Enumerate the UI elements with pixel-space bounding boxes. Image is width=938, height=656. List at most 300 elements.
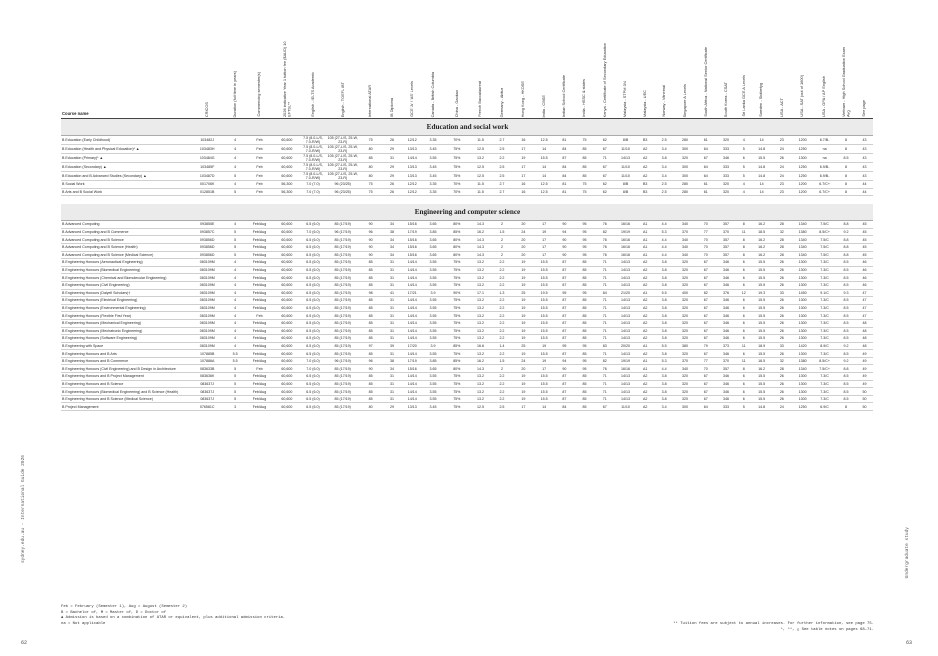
table-cell: 6.5 (6.0) xyxy=(300,327,326,335)
table-cell: 1300 xyxy=(792,304,813,312)
table-cell: 3.55 xyxy=(422,319,443,327)
table-cell: 083109M xyxy=(189,259,225,267)
table-cell: 3.8 xyxy=(654,274,674,282)
table-cell: 85% xyxy=(444,342,470,350)
table-cell: 8 xyxy=(836,188,856,196)
table-cell: 12/12 xyxy=(402,136,422,145)
table-cell: 14.8 xyxy=(752,172,772,181)
table-cell: 85 xyxy=(359,327,382,335)
table-cell: 60,600 xyxy=(274,350,300,358)
table-cell: 083109M xyxy=(189,297,225,305)
column-header-label: English - IELTS Academic xyxy=(309,72,315,117)
column-header xyxy=(752,40,772,119)
table-cell: 6 xyxy=(736,380,751,388)
table-cell: 2.5 xyxy=(654,188,674,196)
table-cell: 5 xyxy=(736,145,751,154)
table-cell: 3.8 xyxy=(654,327,674,335)
column-header-label: Sweden - Slutbetyg xyxy=(758,83,764,117)
table-cell: 85 xyxy=(359,380,382,388)
table-cell: 97 xyxy=(359,342,382,350)
table-cell: 19 xyxy=(513,259,534,267)
table-cell: 2.2 xyxy=(491,297,512,305)
table-cell: 15.5 xyxy=(534,319,554,327)
table-cell: 105 (27-L/S, 25-W, 23-R) xyxy=(327,145,358,153)
table-cell: 94 xyxy=(554,357,574,365)
table-cell: Feb/Aug xyxy=(245,319,274,327)
table-cell: 61 xyxy=(696,181,716,189)
table-cell: 15.5 xyxy=(752,380,772,388)
table-cell: 15.5 xyxy=(752,373,772,381)
footnote: Feb = February (Semester 1), Aug = August (Semester 2) xyxy=(61,605,188,609)
table-cell: 083109M xyxy=(189,342,225,350)
table-cell: Feb/Aug xyxy=(245,380,274,388)
footnote: ▲ Admission is based on a combination of ATAR or equivalent, plus additional admission criteria. xyxy=(61,616,286,621)
table-cell: 14.8 xyxy=(752,145,772,154)
table-cell: 280 xyxy=(674,136,695,145)
table-cell: 1.3 xyxy=(491,289,512,297)
table-cell: 5 xyxy=(225,365,245,373)
table-cell: 85 xyxy=(359,388,382,396)
table-cell: 8.5 xyxy=(836,395,856,403)
table-cell: 60,600 xyxy=(274,357,300,365)
table-cell: 29 xyxy=(382,172,402,181)
column-header xyxy=(534,40,554,119)
table-cell: 16/16 xyxy=(615,236,636,244)
table-cell: 24 xyxy=(772,163,792,172)
table-cell: 85 xyxy=(574,395,594,403)
table-cell: 1300 xyxy=(792,350,813,358)
table-cell: 19 xyxy=(513,380,534,388)
table-cell: 7.5/C xyxy=(813,221,836,229)
table-cell: 9.3 xyxy=(836,289,856,297)
table-cell: 14/13 xyxy=(615,327,636,335)
table-cell: 67 xyxy=(696,380,716,388)
section-title: Engineering and computer science xyxy=(414,207,521,216)
table-cell: 1250 xyxy=(792,145,813,154)
column-header-label: IB Diploma xyxy=(388,97,394,117)
table-cell: 8 xyxy=(736,251,751,259)
table-cell: A1 xyxy=(636,357,654,365)
table-cell: 85 (17/19) xyxy=(326,403,359,411)
table-cell: 3.8 xyxy=(654,297,674,305)
table-cell: 56,300 xyxy=(274,188,300,196)
table-cell: 85 (17/19) xyxy=(326,312,359,320)
table-cell: 85 (17/19) xyxy=(326,380,359,388)
table-cell: 14/13 xyxy=(615,266,636,274)
table-cell: 75 xyxy=(574,188,594,196)
table-cell: A2 xyxy=(636,312,654,320)
table-cell: 7.3/C xyxy=(813,304,836,312)
table-cell: 14/13 xyxy=(615,312,636,320)
table-row xyxy=(61,243,873,251)
table-cell: 346 xyxy=(716,327,736,335)
table-cell: 320 xyxy=(674,380,695,388)
table-cell: 43 xyxy=(856,145,873,154)
table-cell: 71 xyxy=(595,297,615,305)
table-cell: 67 xyxy=(696,350,716,358)
table-cell: 85 xyxy=(574,281,594,289)
table-cell: 24 xyxy=(772,172,792,181)
table-cell: Feb xyxy=(245,188,274,196)
table-cell: 60,600 xyxy=(274,297,300,305)
table-cell: 107885B xyxy=(189,350,225,358)
table-cell: 81 xyxy=(554,181,574,189)
table-cell: 46 xyxy=(856,259,873,267)
course-name-cell: B Engineering Honours (Dalyell Scholars)† xyxy=(61,289,189,297)
table-cell: 75% xyxy=(444,388,470,396)
column-header xyxy=(615,40,636,119)
table-cell: 15.5 xyxy=(752,335,772,343)
table-cell: Feb/Aug xyxy=(245,243,274,251)
column-header-course-name xyxy=(61,40,189,119)
table-cell: 67 xyxy=(696,154,716,163)
column-header xyxy=(696,40,716,119)
table-cell: 7.3/C xyxy=(813,312,836,320)
table-cell: 320 xyxy=(674,312,695,320)
table-cell: 90 xyxy=(554,236,574,244)
table-cell: 7.3/C xyxy=(813,380,836,388)
table-row xyxy=(61,373,873,381)
table-cell: 85 xyxy=(359,304,382,312)
table-cell: 85 (17/19) xyxy=(326,281,359,289)
table-cell: 31 xyxy=(382,395,402,403)
table-cell: 2 xyxy=(491,236,512,244)
table-cell: 67 xyxy=(696,327,716,335)
table-row xyxy=(61,297,873,305)
table-cell: 320 xyxy=(674,281,695,289)
section-heading-row xyxy=(61,119,873,136)
table-cell: 8 xyxy=(836,403,856,411)
table-cell: 14/13 xyxy=(615,395,636,403)
table-cell: 25 xyxy=(513,342,534,350)
table-cell: 1340 xyxy=(792,365,813,373)
table-cell: 4 xyxy=(225,335,245,343)
table-cell: 70% xyxy=(444,188,470,196)
column-header xyxy=(491,40,512,119)
table-cell: 17/19 xyxy=(402,228,422,236)
table-cell: Feb/Aug xyxy=(245,388,274,396)
table-cell: 083109M xyxy=(189,312,225,320)
table-cell: 85 xyxy=(574,274,594,282)
table-cell: 45 xyxy=(856,221,873,229)
table-cell: 15.5 xyxy=(752,395,772,403)
table-cell: 60,600 xyxy=(274,342,300,350)
table-cell: 49 xyxy=(856,350,873,358)
table-cell: 4 xyxy=(225,266,245,274)
table-cell: 71 xyxy=(595,327,615,335)
table-cell: 13/13 xyxy=(402,172,422,181)
table-cell: 15.5 xyxy=(752,266,772,274)
table-cell: 26 xyxy=(772,335,792,343)
column-header-label: Duration (full time in years) xyxy=(232,70,237,117)
table-cell: 6.5 (6.0) xyxy=(300,304,326,312)
column-header xyxy=(595,40,615,119)
table-cell: 8.5 xyxy=(836,373,856,381)
table-cell: Feb/Aug xyxy=(245,221,274,229)
table-cell: 14/14 xyxy=(402,395,422,403)
table-cell: Feb xyxy=(245,312,274,320)
column-header-label: Vietnam - High School Graduation Exam Avg xyxy=(840,47,850,117)
table-cell: 1300 xyxy=(792,274,813,282)
table-cell: 14/13 xyxy=(615,281,636,289)
table-cell: 2.2 xyxy=(491,266,512,274)
table-cell: 6.5 (6.0) xyxy=(300,350,326,358)
table-row xyxy=(61,236,873,244)
table-cell: 11/10 xyxy=(615,172,636,181)
table-cell: 14 xyxy=(752,188,772,196)
table-cell: A2 xyxy=(636,259,654,267)
table-cell: 95 xyxy=(574,251,594,259)
table-cell: 15.5 xyxy=(752,312,772,320)
table-cell: A2 xyxy=(636,145,654,154)
table-cell: 320 xyxy=(674,297,695,305)
table-cell: 6 xyxy=(736,312,751,320)
table-cell: 85 (17/19) xyxy=(326,365,359,373)
table-cell: A1 xyxy=(636,228,654,236)
table-cell: 2.2 xyxy=(491,350,512,358)
course-name-cell: B Engineering Honours (Biomedical Engineering) xyxy=(61,266,189,274)
table-cell: 29 xyxy=(382,163,402,172)
table-cell: 26 xyxy=(772,312,792,320)
table-cell: 370 xyxy=(674,357,695,365)
table-cell: 11/10 xyxy=(615,403,636,411)
table-cell: 47 xyxy=(856,289,873,297)
table-cell: 75% xyxy=(444,274,470,282)
table-cell: A1 xyxy=(636,251,654,259)
table-cell: 31 xyxy=(382,281,402,289)
table-row xyxy=(61,274,873,282)
table-cell: 60,600 xyxy=(274,259,300,267)
table-cell: 7.3/C xyxy=(813,281,836,289)
table-cell: 87 xyxy=(554,327,574,335)
table-cell: 80% xyxy=(444,236,470,244)
table-cell: 75% xyxy=(444,281,470,289)
table-cell: 26 xyxy=(382,188,402,196)
column-header-label: Indian School Certificate xyxy=(561,74,567,117)
table-cell: 15.5 xyxy=(534,281,554,289)
table-cell: 5 xyxy=(225,243,245,251)
table-cell: 083633B xyxy=(189,365,225,373)
table-cell: 44 xyxy=(856,181,873,189)
table-cell: 1450 xyxy=(792,289,813,297)
footnote: B = Bachelor of, M = Master of, D = Doctor of xyxy=(61,610,167,615)
table-cell: 85% xyxy=(444,228,470,236)
table-cell: 82 xyxy=(595,228,615,236)
table-row xyxy=(61,181,873,189)
table-cell: 7.3/C xyxy=(813,266,836,274)
table-cell: 14/14 xyxy=(402,304,422,312)
table-cell: 87 xyxy=(554,281,574,289)
table-cell: 357 xyxy=(716,236,736,244)
table-cell: 083109M xyxy=(189,274,225,282)
table-row xyxy=(61,304,873,312)
table-cell: 85 xyxy=(574,350,594,358)
table-cell: 48 xyxy=(856,327,873,335)
table-cell: 320 xyxy=(674,327,695,335)
table-cell: 26 xyxy=(382,181,402,189)
table-cell: 16 xyxy=(513,136,534,145)
table-cell: 320 xyxy=(674,350,695,358)
table-cell: 60,600 xyxy=(274,274,300,282)
table-cell: 3.55 xyxy=(422,154,443,163)
column-header-label: Norway - Vitnemal xyxy=(661,85,667,117)
table-cell: 12.5 xyxy=(470,145,491,154)
table-cell: 95 xyxy=(574,357,594,365)
table-cell: 49 xyxy=(856,357,873,365)
table-cell: 4 xyxy=(225,145,245,154)
table-cell: 84 xyxy=(554,403,574,411)
column-header-label: Malaysia - UEC xyxy=(642,89,647,117)
table-cell: 67 xyxy=(696,259,716,267)
table-cell: 12.5 xyxy=(534,188,554,196)
table-cell: 3.55 xyxy=(422,388,443,396)
table-cell: 2.7 xyxy=(491,181,512,189)
table-cell: 320 xyxy=(674,304,695,312)
table-cell: 8/B xyxy=(615,181,636,189)
section-heading-cell xyxy=(61,204,873,221)
table-cell: 373 xyxy=(716,342,736,350)
table-cell: 16/16 xyxy=(615,221,636,229)
table-cell: 3.8 xyxy=(654,304,674,312)
table-cell: 3.8 xyxy=(654,373,674,381)
table-cell: 19 xyxy=(534,228,554,236)
table-cell: A2 xyxy=(636,304,654,312)
table-cell: 8 xyxy=(736,365,751,373)
table-cell: 320 xyxy=(716,136,736,145)
table-cell: 17 xyxy=(513,163,534,172)
table-cell: A1 xyxy=(636,365,654,373)
table-cell: 75 xyxy=(574,181,594,189)
column-header-label: Sri Lanka GCE A Levels xyxy=(740,75,746,117)
table-cell: 2.2 xyxy=(491,154,512,163)
table-cell: 87 xyxy=(554,266,574,274)
table-cell: 85 xyxy=(359,266,382,274)
table-cell: 60,600 xyxy=(274,145,300,154)
table-cell: 14/13 xyxy=(615,373,636,381)
table-cell: 14/14 xyxy=(402,259,422,267)
footnote: ** Tuition fees are subject to annual increases. For further information, see page 75. xyxy=(673,622,874,626)
table-cell: 26 xyxy=(772,297,792,305)
table-cell: 4 xyxy=(225,163,245,172)
table-cell: 31 xyxy=(382,327,402,335)
table-cell: 103484G xyxy=(189,154,225,163)
table-cell: 47 xyxy=(856,297,873,305)
table-cell: 15.5 xyxy=(752,274,772,282)
table-cell: 14/13 xyxy=(615,154,636,163)
column-header-label: Germany - Abitur xyxy=(498,87,504,117)
table-cell: 3.55 xyxy=(422,350,443,358)
table-cell: 6.5 (6.0) xyxy=(300,297,326,305)
table-cell: 2 xyxy=(491,243,512,251)
table-cell: 14/13 xyxy=(615,297,636,305)
table-cell: 8.5 xyxy=(836,319,856,327)
table-cell: 71 xyxy=(595,388,615,396)
table-cell: 15/16 xyxy=(402,243,422,251)
table-cell: 71 xyxy=(595,350,615,358)
column-header-label: English - TOEFL iBT xyxy=(339,81,345,117)
table-cell: 49 xyxy=(856,373,873,381)
table-cell: 26 xyxy=(772,259,792,267)
table-cell: A2 xyxy=(636,380,654,388)
table-cell: 083109M xyxy=(189,304,225,312)
table-cell: 19.5 xyxy=(534,289,554,297)
table-cell: 64 xyxy=(696,163,716,172)
table-cell: 70 xyxy=(696,236,716,244)
table-cell: 14.3 xyxy=(470,365,491,373)
table-cell: 346 xyxy=(716,304,736,312)
course-name-cell: B Education (Early Childhood) xyxy=(61,136,189,145)
table-cell: A2 xyxy=(636,350,654,358)
table-cell: 300 xyxy=(674,145,695,154)
table-cell: 31 xyxy=(382,154,402,163)
table-cell: 85 xyxy=(574,403,594,411)
table-cell: 4 xyxy=(736,188,751,196)
table-cell: 16 xyxy=(513,188,534,196)
table-cell: 41 xyxy=(382,289,402,297)
table-cell: Feb/Aug xyxy=(245,335,274,343)
table-cell: A2 xyxy=(636,319,654,327)
table-cell: 2.5 xyxy=(491,172,512,181)
table-cell: 12.5 xyxy=(470,163,491,172)
table-cell: Feb xyxy=(245,172,274,181)
table-cell: 62 xyxy=(595,181,615,189)
column-header-label: India - HSSC & states xyxy=(581,79,587,117)
table-cell: 31 xyxy=(382,259,402,267)
table-cell: 85 (17/19) xyxy=(326,251,359,259)
table-cell: 3 xyxy=(225,403,245,411)
column-header xyxy=(225,40,245,119)
table-cell: 4 xyxy=(225,312,245,320)
table-cell: 60,600 xyxy=(274,163,300,172)
table-row xyxy=(61,188,873,196)
spacer-cell xyxy=(61,196,873,205)
table-cell: 357 xyxy=(716,243,736,251)
table-cell: 8.5 xyxy=(836,274,856,282)
table-cell: 3.8 xyxy=(654,259,674,267)
table-cell: 76 xyxy=(595,365,615,373)
table-cell: 1300 xyxy=(792,335,813,343)
table-cell: 13.2 xyxy=(470,327,491,335)
table-cell: 3.65 xyxy=(422,251,443,259)
table-cell: 8/B xyxy=(615,188,636,196)
table-cell: 61 xyxy=(696,136,716,145)
course-name-cell: B Engineering Honours (Mechatronic Engineering) xyxy=(61,327,189,335)
table-cell: 16/16 xyxy=(615,365,636,373)
table-cell: 16/16 xyxy=(615,251,636,259)
column-header-label: South Africa - National Senior Certificate xyxy=(702,47,708,117)
table-cell: 28 xyxy=(772,243,792,251)
table-cell: 19 xyxy=(513,373,534,381)
table-cell: 85 xyxy=(574,388,594,396)
table-cell: 60,600 xyxy=(274,221,300,229)
table-cell: 75% xyxy=(444,395,470,403)
table-cell: 60,600 xyxy=(274,136,300,145)
table-cell: 2.5 xyxy=(491,145,512,154)
table-cell: 31 xyxy=(382,297,402,305)
table-cell: Feb/Aug xyxy=(245,304,274,312)
footnotes-left xyxy=(61,605,285,627)
table-cell: 346 xyxy=(716,388,736,396)
table-cell: 28 xyxy=(772,251,792,259)
table-cell: 80% xyxy=(444,365,470,373)
table-cell: A2 xyxy=(636,403,654,411)
table-cell: 75% xyxy=(444,154,470,163)
table-cell: 85 xyxy=(574,312,594,320)
column-header-label: 2026 indicative Year 1 tuition fee ($AUD) 10 EFTSL** xyxy=(281,41,291,117)
table-cell: 3.4 xyxy=(654,172,674,181)
table-cell: 24 xyxy=(772,403,792,411)
table-cell: 75 xyxy=(574,136,594,145)
